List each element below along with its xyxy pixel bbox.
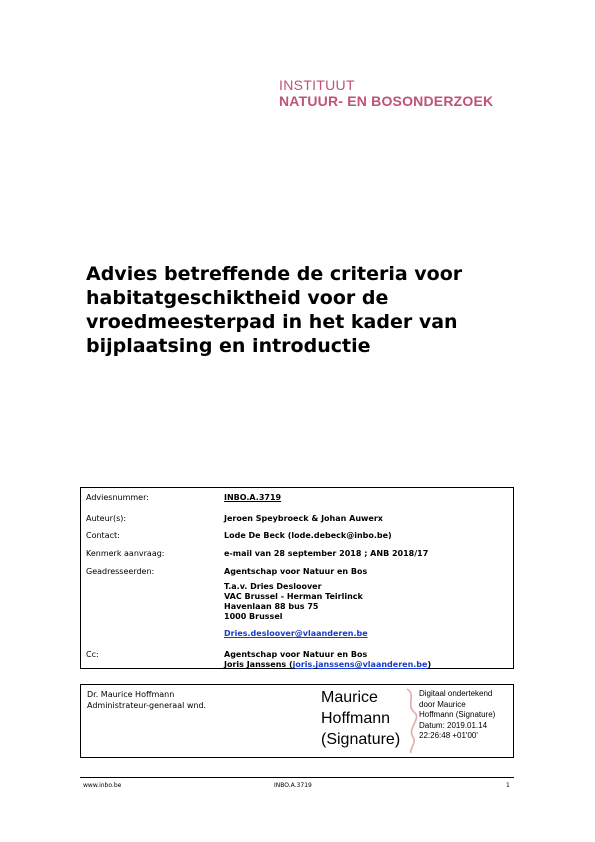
contact-label: Contact: — [86, 531, 120, 540]
geadresseerden-label: Geadresseerden: — [86, 567, 155, 576]
cc-label: Cc: — [86, 650, 99, 659]
signature-name-line: Hoffmann — [321, 710, 391, 727]
digital-signature-name — [321, 687, 400, 750]
inbo-logo — [279, 77, 493, 110]
footer-doc-id: INBO.A.3719 — [274, 782, 312, 789]
document-title: Advies betreffende de criteria voor habitatgeschiktheid voor de vroedmeesterpad in het kader van bijplaatsing en introductie — [86, 263, 463, 357]
signatory-name: Dr. Maurice Hoffmann — [87, 690, 175, 699]
info-box — [80, 487, 514, 669]
adviesnummer-label: Adviesnummer: — [86, 493, 149, 502]
signature-box — [80, 684, 514, 758]
digital-signature-details — [419, 689, 495, 742]
footer-divider — [80, 777, 514, 778]
cc-line-1: Agentschap voor Natuur en Bos — [224, 650, 368, 659]
geadresseerden-email-link[interactable]: Dries.desloover@vlaanderen.be — [224, 629, 368, 638]
cc-name: Joris Janssens ( — [224, 660, 293, 669]
signatory-role: Administrateur-generaal wnd. — [87, 701, 207, 710]
contact-value: Lode De Beck (lode.debeck@inbo.be) — [224, 531, 392, 540]
address-line: VAC Brussel - Herman Teirlinck — [224, 592, 363, 601]
cc-email-link[interactable]: joris.janssens@vlaanderen.be — [292, 660, 428, 669]
cc-line-2 — [224, 660, 431, 670]
signature-detail-line: Digitaal ondertekend — [419, 689, 493, 698]
logo-line-1: INSTITUUT — [279, 77, 355, 93]
address-line: Havenlaan 88 bus 75 — [224, 602, 319, 611]
cc-lines — [224, 650, 431, 670]
signatory — [87, 689, 206, 711]
signature-name-line: (Signature) — [321, 731, 401, 748]
signature-detail-line: door Maurice — [419, 699, 466, 709]
kenmerk-label: Kenmerk aanvraag: — [86, 549, 165, 558]
address-line: Agentschap voor Natuur en Bos — [224, 567, 368, 576]
logo-line-2: NATUUR- EN BOSONDERZOEK — [279, 93, 494, 109]
signature-name-line: Maurice — [321, 689, 378, 706]
kenmerk-value: e-mail van 28 september 2018 ; ANB 2018/17 — [224, 549, 429, 558]
signature-detail-line: Hoffmann (Signature) — [419, 710, 496, 719]
geadresseerden-lines — [224, 567, 368, 639]
auteurs-label: Auteur(s): — [86, 514, 127, 523]
address-line: T.a.v. Dries Desloover — [224, 582, 322, 591]
signature-detail-line: 22:26:48 +01'00' — [419, 731, 478, 740]
footer-website: www.inbo.be — [83, 782, 122, 789]
footer-page-number: 1 — [506, 782, 510, 789]
adviesnummer-value: INBO.A.3719 — [224, 493, 282, 502]
address-line: 1000 Brussel — [224, 612, 283, 621]
auteurs-value: Jeroen Speybroeck & Johan Auwerx — [224, 514, 383, 523]
cc-suffix: ) — [427, 660, 432, 669]
signature-detail-line: Datum: 2019.01.14 — [419, 720, 488, 730]
